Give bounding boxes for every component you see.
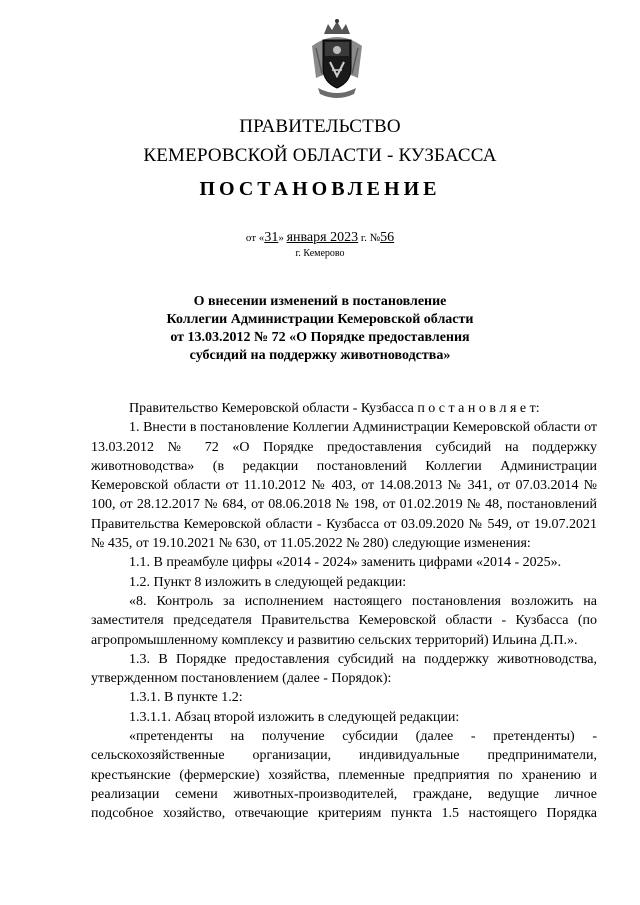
date-prefix: от « (245, 232, 265, 244)
org-name-line1: ПРАВИТЕЛЬСТВО (239, 116, 401, 137)
subject-line: Коллегии Администрации Кемеровской области (166, 312, 474, 327)
org-name-line2: КЕМЕРОВСКОЙ ОБЛАСТИ - КУЗБАССА (143, 145, 497, 166)
coat-of-arms-icon (302, 18, 372, 102)
paragraph-item-1-3: 1.3. В Порядке предоставления субсидий на поддержку животноводства, утвержденном постановлением (далее - Порядок): (91, 651, 597, 687)
document-date-number (0, 230, 640, 246)
document-type-title: ПОСТАНОВЛЕНИЕ (199, 178, 441, 200)
paragraph-quote-8: «8. Контроль за исполнением настоящего постановления возложить на заместителя председателя Правительства Кемеровской области - Кузбасса (по агропромышленному комплексу и развитию сельских территорий) Ильина Д.П.». (91, 593, 597, 648)
paragraph-item-1-3-1-1: 1.3.1.1. Абзац второй изложить в следующей редакции: (129, 709, 460, 725)
document-number: 56 (380, 230, 395, 245)
paragraph-item-1-1: 1.1. В преамбуле цифры «2014 - 2024» заменить цифрами «2014 - 2025». (129, 555, 562, 571)
paragraph-item-1-2: 1.2. Пункт 8 изложить в следующей редакции: (129, 574, 407, 590)
document-subject (0, 293, 640, 365)
paragraph-quote-applicants: «претенденты на получение субсидии (далее - претенденты) - сельскохозяйственные организации, индивидуальные предприниматели, крестьянские (фермерские) хозяйства, племенные предприятия по хранению и реализации семени животных-производителей, граждане, ведущие личное подсобное хозяйство, отвечающие критериям пункта 1.5 настоящего Порядка (91, 729, 597, 822)
paragraph-item-1: 1. Внести в постановление Коллегии Администрации Кемеровской области от 13.03.2012 № 72 «О Порядке предоставления субсидий на поддержку животноводства» (в редакции постановлений Коллегии Администрации Кемеровской области от 11.10.2012 № 403, от 14.08.2013 № 341, от 07.03.2014 № 100, от 28.12.2017 № 684, от 08.06.2018 № 198, от 01.02.2019 № 48, постановлений Правительства Кемеровской области - Кузбасса от 03.09.2020 № 549, от 19.07.2021 № 435, от 19.10.2021 № 630, от 11.05.2022 № 280) следующие изменения: (91, 420, 597, 552)
subject-line: субсидий на поддержку животноводства» (189, 348, 451, 363)
subject-line: О внесении изменений в постановление (193, 294, 447, 309)
date-month-year: января 2023 (286, 230, 359, 245)
paragraph-preamble: Правительство Кемеровской области - Кузбасса п о с т а н о в л я е т: (129, 401, 540, 416)
subject-line: от 13.03.2012 № 72 «О Порядке предоставления (170, 330, 470, 345)
city: г. Кемерово (295, 248, 345, 259)
date-day: 31 (264, 230, 279, 245)
document-body (91, 399, 597, 824)
paragraph-item-1-3-1: 1.3.1. В пункте 1.2: (129, 690, 243, 706)
date-mid: » (278, 232, 287, 244)
date-year-suffix: г. № (358, 232, 381, 244)
